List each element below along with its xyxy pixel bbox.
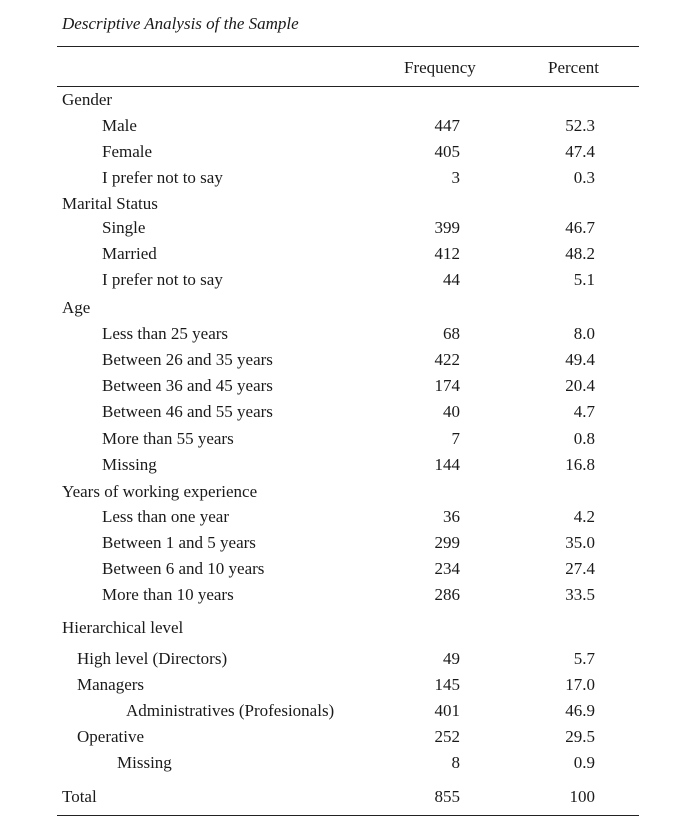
row-label: Male [102, 116, 137, 135]
frequency-cell: 422 [434, 350, 460, 369]
percent-cell: 5.1 [573, 270, 595, 289]
percent-cell: 46.9 [565, 701, 595, 720]
percent-cell: 16.8 [565, 455, 595, 474]
frequency-cell: 145 [434, 675, 460, 694]
row-label: Gender [62, 90, 113, 109]
row-label: Missing [102, 455, 157, 474]
row-label: Less than one year [102, 507, 229, 526]
table-row [0, 270, 697, 292]
frequency-cell: 40 [443, 402, 460, 421]
table-caption: Descriptive Analysis of the Sample [62, 14, 299, 33]
table-row [0, 324, 697, 346]
frequency-cell: 412 [434, 244, 460, 263]
table-row [0, 701, 697, 723]
frequency-cell: 144 [434, 455, 460, 474]
frequency-cell: 234 [434, 559, 460, 578]
frequency-cell: 299 [434, 533, 460, 552]
percent-cell: 20.4 [565, 376, 595, 395]
percent-cell: 100 [569, 787, 595, 806]
percent-cell: 33.5 [565, 585, 595, 604]
table-category-row [0, 482, 697, 504]
row-label: Total [62, 787, 97, 806]
percent-cell: 29.5 [565, 727, 595, 746]
percent-cell: 46.7 [565, 218, 595, 237]
top-rule [57, 46, 639, 47]
row-label: I prefer not to say [102, 270, 223, 289]
table-category-row [0, 194, 697, 216]
frequency-cell: 44 [443, 270, 460, 289]
bottom-rule [57, 815, 639, 816]
row-label: Between 46 and 55 years [102, 402, 273, 421]
row-label: Less than 25 years [102, 324, 229, 343]
table-row [0, 753, 697, 775]
percent-cell: 52.3 [565, 116, 595, 135]
table-category-row [0, 90, 697, 112]
header-frequency: Frequency [404, 58, 476, 77]
row-label: Marital Status [62, 194, 158, 213]
table-row [0, 218, 697, 240]
row-label: More than 55 years [102, 429, 234, 448]
table-row [0, 402, 697, 424]
table-row [0, 649, 697, 671]
row-label: Between 36 and 45 years [102, 376, 273, 395]
percent-cell: 0.3 [573, 168, 595, 187]
row-label: Between 1 and 5 years [102, 533, 256, 552]
frequency-cell: 68 [443, 324, 460, 343]
table-row [0, 727, 697, 749]
frequency-cell: 7 [451, 429, 460, 448]
percent-cell: 8.0 [573, 324, 595, 343]
percent-cell: 49.4 [565, 350, 595, 369]
row-label: Managers [77, 675, 145, 694]
row-label: Between 26 and 35 years [102, 350, 273, 369]
table-row [0, 244, 697, 266]
frequency-cell: 174 [434, 376, 460, 395]
table-row [0, 675, 697, 697]
table-category-row [0, 618, 697, 640]
percent-cell: 0.8 [573, 429, 595, 448]
table-row [0, 585, 697, 607]
row-label: Single [102, 218, 146, 237]
frequency-cell: 286 [434, 585, 460, 604]
frequency-cell: 855 [434, 787, 460, 806]
row-label: Years of working experience [62, 482, 258, 501]
row-label: Female [102, 142, 153, 161]
percent-cell: 5.7 [573, 649, 595, 668]
table-row [0, 429, 697, 451]
table-row [0, 559, 697, 581]
percent-cell: 4.2 [573, 507, 595, 526]
row-label: I prefer not to say [102, 168, 223, 187]
table-category-row [0, 298, 697, 320]
table-row [0, 350, 697, 372]
row-label: Hierarchical level [62, 618, 184, 637]
row-label: Missing [117, 753, 172, 772]
row-label: Married [102, 244, 157, 263]
frequency-cell: 3 [451, 168, 460, 187]
percent-cell: 47.4 [565, 142, 595, 161]
table-row [0, 168, 697, 190]
percent-cell: 27.4 [565, 559, 595, 578]
row-label: Administratives (Profesionals) [126, 701, 335, 720]
header-rule [57, 86, 639, 87]
frequency-cell: 49 [443, 649, 460, 668]
table-row [0, 376, 697, 398]
percent-cell: 17.0 [565, 675, 595, 694]
frequency-cell: 405 [434, 142, 460, 161]
table-row [0, 116, 697, 138]
percent-cell: 0.9 [573, 753, 595, 772]
frequency-cell: 401 [434, 701, 460, 720]
frequency-cell: 36 [443, 507, 460, 526]
table-row [0, 533, 697, 555]
table-category-row [0, 787, 697, 809]
frequency-cell: 252 [434, 727, 460, 746]
row-label: Age [62, 298, 91, 317]
table-row [0, 142, 697, 164]
row-label: Between 6 and 10 years [102, 559, 265, 578]
row-label: Operative [77, 727, 145, 746]
percent-cell: 35.0 [565, 533, 595, 552]
frequency-cell: 447 [434, 116, 460, 135]
frequency-cell: 8 [451, 753, 460, 772]
table-row [0, 455, 697, 477]
table-row [0, 507, 697, 529]
row-label: High level (Directors) [77, 649, 228, 668]
percent-cell: 48.2 [565, 244, 595, 263]
row-label: More than 10 years [102, 585, 234, 604]
header-percent: Percent [548, 58, 599, 77]
frequency-cell: 399 [434, 218, 460, 237]
percent-cell: 4.7 [573, 402, 595, 421]
